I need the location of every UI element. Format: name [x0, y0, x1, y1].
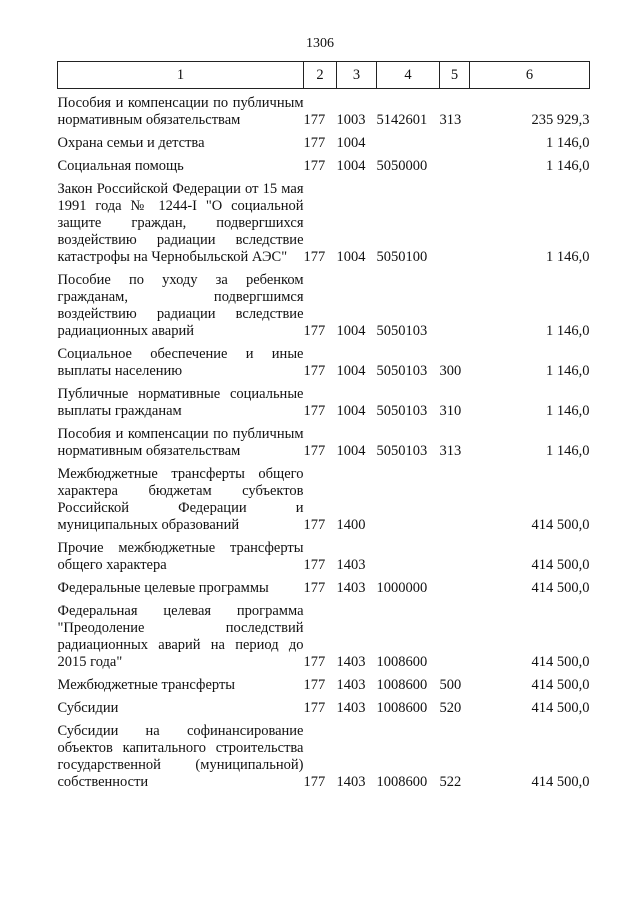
- column-header-5: 5: [440, 62, 470, 89]
- row-col-2: 177: [303, 700, 326, 716]
- row-col-3: 1403: [336, 580, 366, 596]
- row-name: Федеральная целевая программа "Преодоление последствий радиационных аварий на период до 2015 года": [57, 603, 304, 670]
- row-col-2: 177: [303, 112, 326, 128]
- row-col-4: [377, 534, 440, 574]
- row-col-3: 1004: [336, 363, 366, 379]
- header-row: [58, 62, 590, 89]
- row-col-5: [440, 129, 470, 152]
- row-col-4: [377, 460, 440, 534]
- row-name: Субсидии: [57, 700, 119, 716]
- row-name: Пособия и компенсации по публичным нормативным обязательствам: [57, 95, 304, 128]
- row-col-2: 177: [303, 557, 326, 573]
- row-col-4: 5050100: [376, 249, 428, 265]
- row-col-3: 1004: [336, 403, 366, 419]
- row-col-5: 313: [439, 443, 462, 459]
- table-row: [58, 340, 590, 380]
- row-col-5: [440, 266, 470, 340]
- row-amount: 414 500,0: [531, 557, 590, 573]
- table-row: [58, 152, 590, 175]
- row-col-4: 5050103: [376, 363, 428, 379]
- row-name: Прочие межбюджетные трансферты общего характера: [57, 540, 304, 573]
- row-col-2: 177: [303, 774, 326, 790]
- row-amount: 235 929,3: [531, 112, 590, 128]
- row-name: Закон Российской Федерации от 15 мая 1991 года № 1244-I "О социальной защите граждан, подвергшихся воздействию радиации вследствие катастрофы на Чернобыльской АЭС": [57, 181, 304, 265]
- row-col-2: 177: [303, 403, 326, 419]
- row-amount: 414 500,0: [531, 700, 590, 716]
- row-amount: 414 500,0: [531, 580, 590, 596]
- row-col-3: 1004: [336, 249, 366, 265]
- row-col-4: 5050103: [376, 443, 428, 459]
- row-amount: 1 146,0: [546, 323, 590, 339]
- row-col-3: 1403: [336, 700, 366, 716]
- column-header-3: 3: [337, 62, 377, 89]
- row-col-2: 177: [303, 363, 326, 379]
- row-col-5: [440, 534, 470, 574]
- row-col-3: 1003: [336, 112, 366, 128]
- row-col-4: 5050103: [376, 403, 428, 419]
- row-col-4: 5050000: [376, 158, 428, 174]
- row-amount: 1 146,0: [546, 249, 590, 265]
- column-header-6: 6: [470, 62, 590, 89]
- column-header-1: 1: [58, 62, 304, 89]
- row-col-5: 520: [439, 700, 462, 716]
- row-col-5: [440, 574, 470, 597]
- row-name: Субсидии на софинансирование объектов капитального строительства государственной (муниципальной) собственности: [57, 723, 304, 790]
- column-header-2: 2: [304, 62, 337, 89]
- row-col-4: 1008600: [376, 677, 428, 693]
- row-col-5: [440, 460, 470, 534]
- row-col-4: 5050103: [376, 323, 428, 339]
- row-col-2: 177: [303, 580, 326, 596]
- table-row: [58, 266, 590, 340]
- row-col-5: 300: [439, 363, 462, 379]
- row-name: Межбюджетные трансферты общего характера бюджетам субъектов Российской Федерации и муниципальных образований: [57, 466, 304, 533]
- row-name: Федеральные целевые программы: [57, 580, 269, 596]
- row-col-2: 177: [303, 249, 326, 265]
- table-header: [58, 62, 590, 89]
- row-name: Межбюджетные трансферты: [57, 677, 236, 693]
- row-col-2: 177: [303, 323, 326, 339]
- row-col-5: [440, 152, 470, 175]
- row-col-3: 1004: [336, 158, 366, 174]
- row-amount: 414 500,0: [531, 677, 590, 693]
- table-row: [58, 460, 590, 534]
- row-col-4: [377, 129, 440, 152]
- row-col-3: 1403: [336, 557, 366, 573]
- row-col-3: 1004: [336, 323, 366, 339]
- table-row: [58, 694, 590, 717]
- table-row: [58, 420, 590, 460]
- row-col-4: 1008600: [376, 700, 428, 716]
- table-row: [58, 597, 590, 671]
- row-col-2: 177: [303, 517, 326, 533]
- row-amount: 414 500,0: [531, 517, 590, 533]
- row-col-2: 177: [303, 654, 326, 670]
- row-col-2: 177: [303, 677, 326, 693]
- column-header-4: 4: [377, 62, 440, 89]
- table-row: [58, 671, 590, 694]
- table-row: [58, 717, 590, 791]
- row-col-5: 310: [439, 403, 462, 419]
- row-col-3: 1004: [336, 443, 366, 459]
- row-col-2: 177: [303, 443, 326, 459]
- row-col-2: 177: [303, 135, 326, 151]
- row-col-3: 1400: [336, 517, 366, 533]
- row-col-5: 500: [439, 677, 462, 693]
- table-row: [58, 534, 590, 574]
- row-col-5: [440, 597, 470, 671]
- row-name: Социальная помощь: [57, 158, 184, 174]
- table-row: [58, 129, 590, 152]
- table-row: [58, 380, 590, 420]
- row-col-5: 313: [439, 112, 462, 128]
- row-col-3: 1403: [336, 654, 366, 670]
- table-body: [58, 89, 590, 792]
- budget-table: [57, 61, 590, 791]
- table-row: [58, 175, 590, 266]
- row-col-4: 1008600: [376, 654, 428, 670]
- row-col-5: [440, 175, 470, 266]
- row-name: Охрана семьи и детства: [57, 135, 205, 151]
- row-amount: 1 146,0: [546, 403, 590, 419]
- row-name: Социальное обеспечение и иные выплаты населению: [57, 346, 304, 379]
- row-amount: 1 146,0: [546, 158, 590, 174]
- row-col-3: 1004: [336, 135, 366, 151]
- row-name: Пособия и компенсации по публичным нормативным обязательствам: [57, 426, 304, 459]
- table-row: [58, 574, 590, 597]
- page-number: 1306: [306, 36, 334, 51]
- row-amount: 1 146,0: [546, 443, 590, 459]
- row-amount: 1 146,0: [546, 135, 590, 151]
- row-col-2: 177: [303, 158, 326, 174]
- row-amount: 414 500,0: [531, 654, 590, 670]
- row-amount: 414 500,0: [531, 774, 590, 790]
- row-col-3: 1403: [336, 774, 366, 790]
- row-name: Пособие по уходу за ребенком гражданам, подвергшимся воздействию радиации вследствие радиационных аварий: [57, 272, 304, 339]
- row-name: Публичные нормативные социальные выплаты гражданам: [57, 386, 304, 419]
- row-col-4: 1008600: [376, 774, 428, 790]
- row-amount: 1 146,0: [546, 363, 590, 379]
- row-col-3: 1403: [336, 677, 366, 693]
- row-col-5: 522: [439, 774, 462, 790]
- table-row: [58, 89, 590, 130]
- row-col-4: 5142601: [376, 112, 428, 128]
- row-col-4: 1000000: [376, 580, 428, 596]
